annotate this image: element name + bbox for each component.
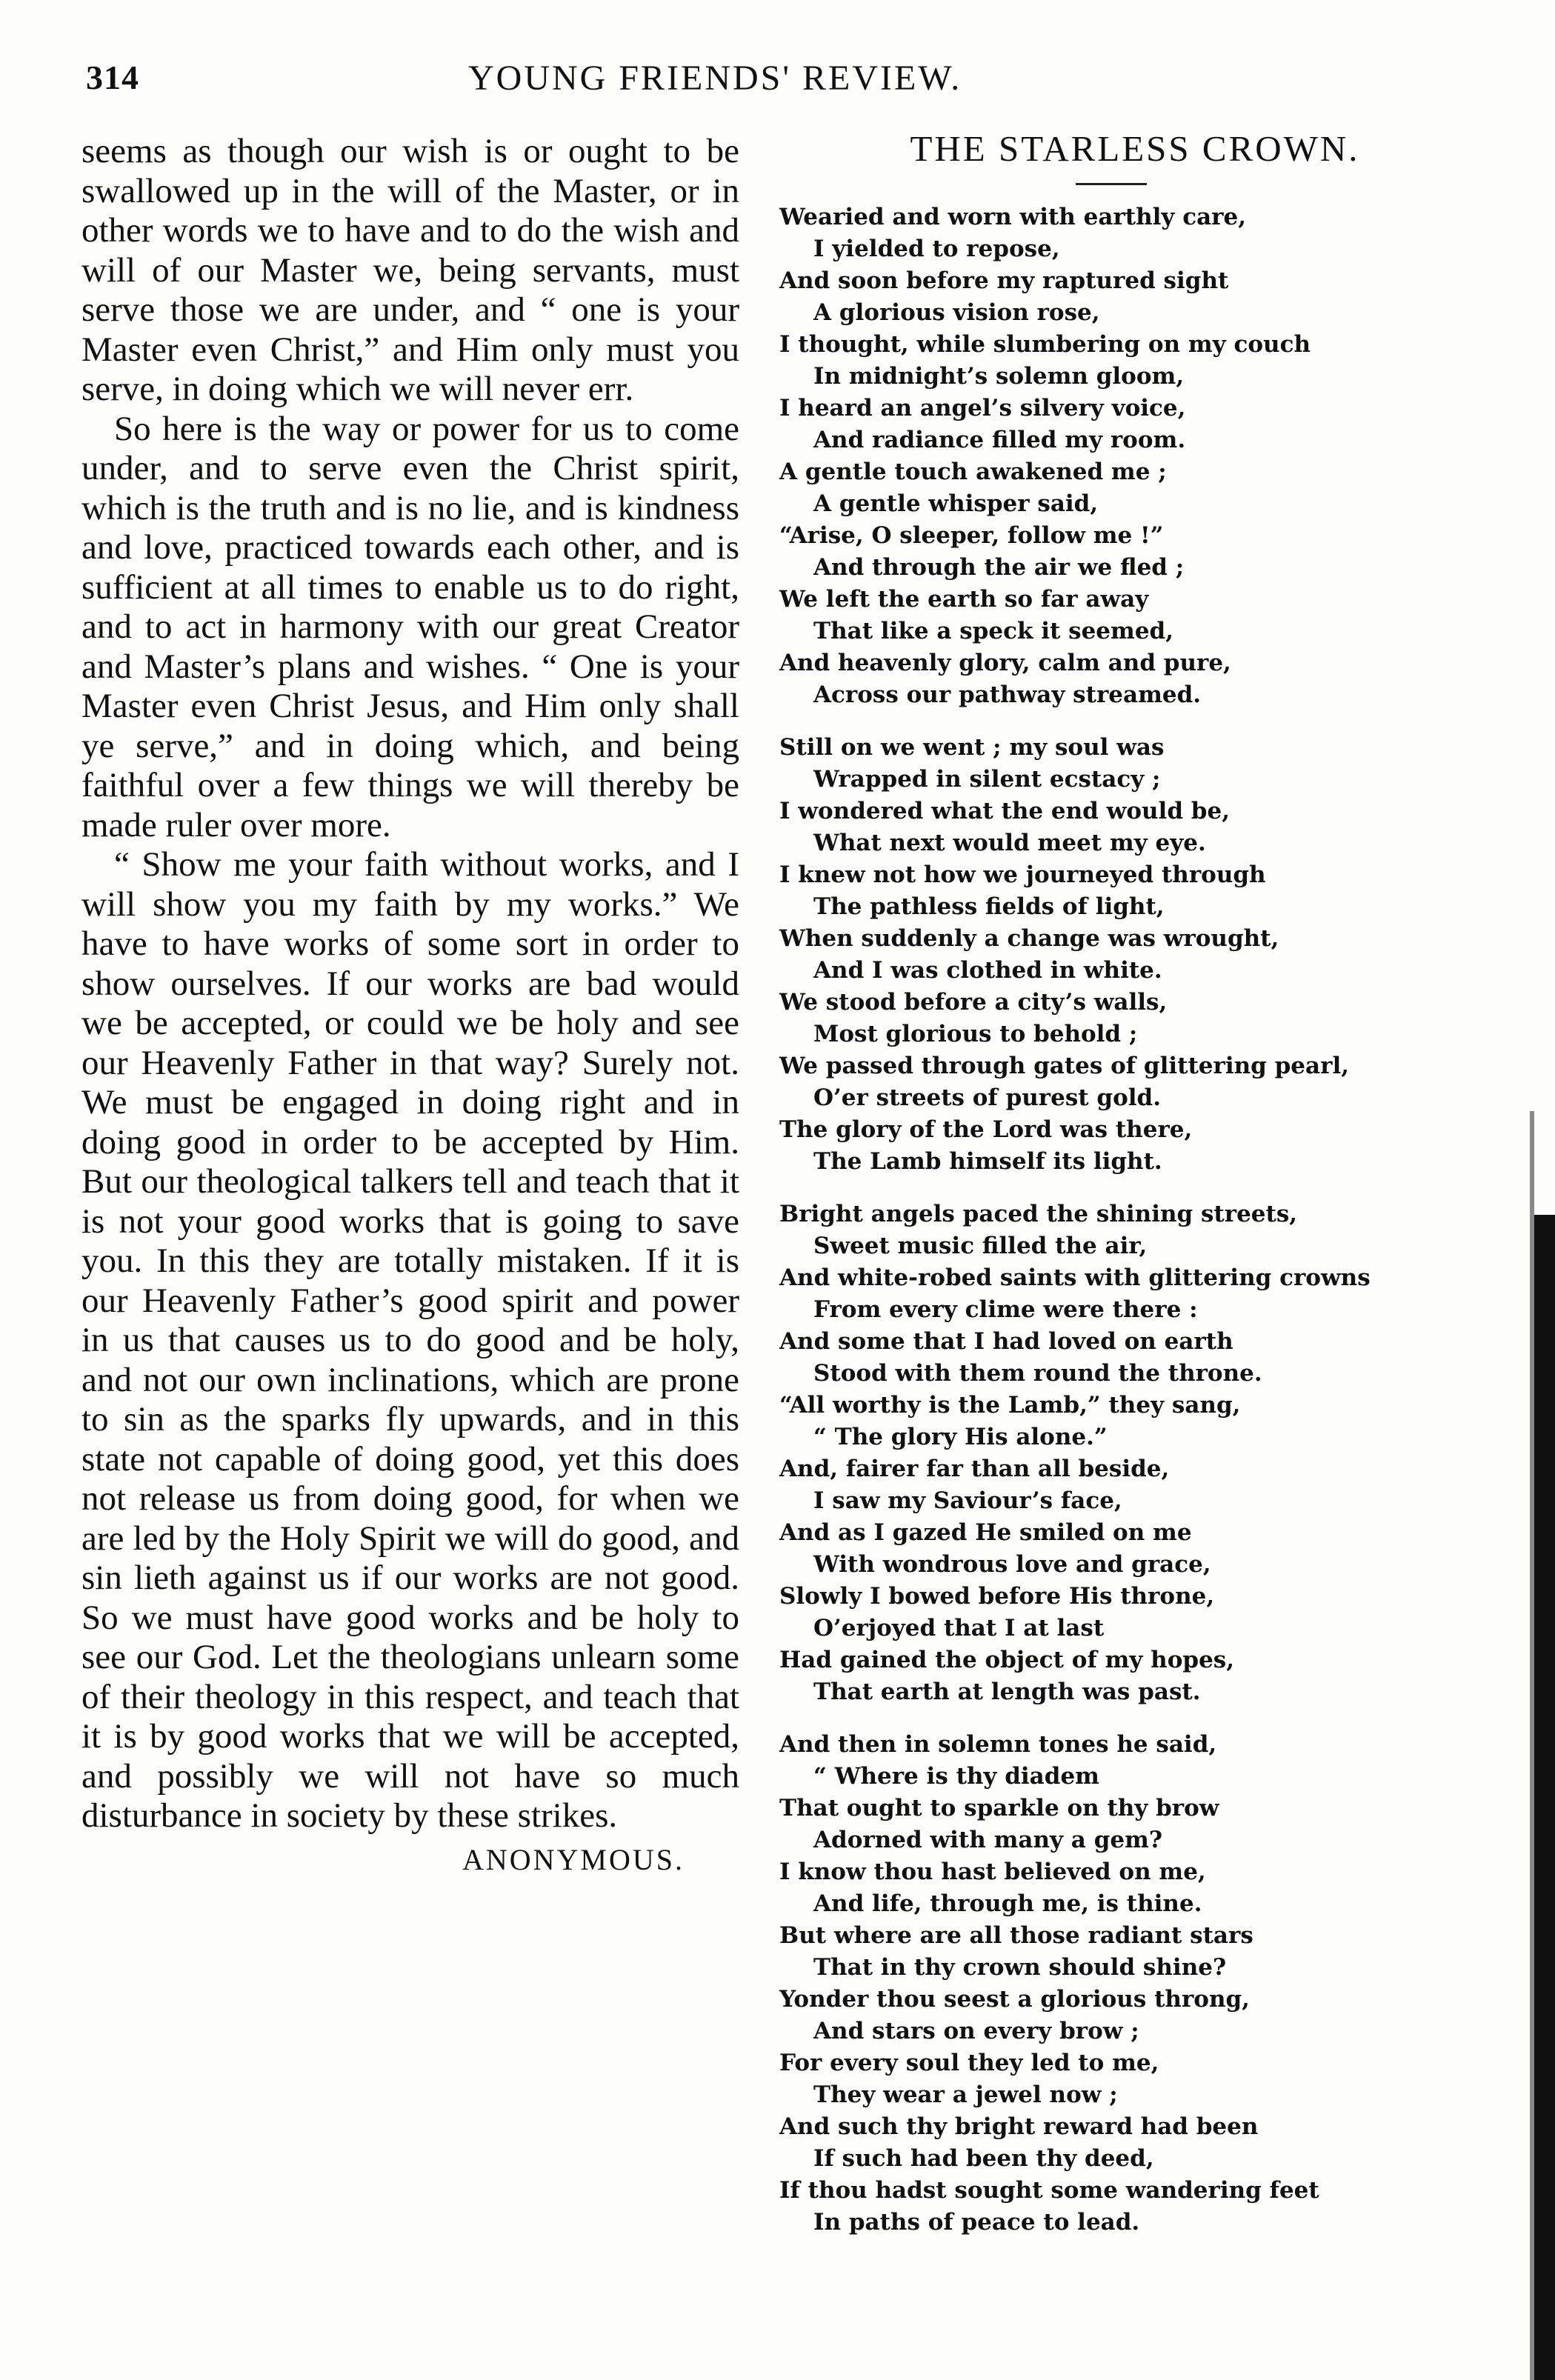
poem-line: They wear a jewel now ;	[813, 2081, 1118, 2108]
poem-line: Slowly I bowed before His throne,	[779, 1583, 1215, 1610]
poem-line: In paths of peace to lead.	[813, 2209, 1140, 2236]
poem-line: A gentle whisper said,	[813, 490, 1099, 517]
poem-line: Most glorious to behold ;	[813, 1021, 1138, 1047]
poem-line: And as I gazed He smiled on me	[779, 1519, 1192, 1546]
poem-line: And soon before my raptured sight	[779, 267, 1229, 294]
poem-line: And stars on every brow ;	[813, 2018, 1139, 2044]
poem-line: We passed through gates of glittering pearl,	[779, 1053, 1350, 1079]
poem-line: And life, through me, is thine.	[813, 1890, 1202, 1917]
binding-shadow	[1534, 1215, 1555, 2380]
poem-body	[779, 201, 1468, 2239]
poem-line: If such had been thy deed,	[813, 2145, 1154, 2172]
poem-line: O’erjoyed that I at last	[813, 1615, 1105, 1641]
article-paragraph: So here is the way or power for us to come under, and to serve even the Christ spirit, which is the truth and is no lie, and is kindness and love, practiced towards each other, and is sufficient at all times to enable us to do right, and to act in harmony with our great Creator and Master’s plans and wishes. “ One is your Master even Christ Jesus, and Him only shall ye serve,” and in doing which, and being faithful over a few things we will thereby be made ruler over more.	[81, 409, 739, 844]
poem-line: I thought, while slumbering on my couch	[779, 331, 1311, 358]
poem-line: If thou hadst sought some wandering feet	[779, 2177, 1319, 2204]
poem-line: From every clime were there :	[813, 1296, 1198, 1323]
article-signature: ANONYMOUS.	[462, 1842, 685, 1876]
poem-line: I saw my Saviour’s face,	[813, 1487, 1122, 1514]
poem-line: Adorned with many a gem?	[813, 1827, 1163, 1853]
page-number: 314	[86, 59, 139, 96]
poem-line: And such thy bright reward had been	[779, 2113, 1259, 2140]
poem-line: A glorious vision rose,	[813, 299, 1100, 326]
poem-line: That earth at length was past.	[813, 1679, 1201, 1705]
poem-line: “Arise, O sleeper, follow me !”	[779, 522, 1164, 549]
poem-column	[779, 127, 1468, 2259]
poem-line: Had gained the object of my hopes,	[779, 1647, 1235, 1673]
poem-line: O’er streets of purest gold.	[813, 1084, 1161, 1111]
poem-line: Wearied and worn with earthly care,	[779, 204, 1247, 230]
poem-line: Sweet music filled the air,	[813, 1233, 1148, 1259]
poem-line: Still on we went ; my soul was	[779, 734, 1165, 761]
poem-line: The Lamb himself its light.	[813, 1148, 1162, 1175]
poem-line: A gentle touch awakened me ;	[779, 459, 1167, 485]
poem-line: Across our pathway streamed.	[813, 681, 1202, 708]
poem-line: And then in solemn tones he said,	[779, 1731, 1217, 1758]
poem-line: Wrapped in silent ecstacy ;	[813, 766, 1161, 793]
poem-line: We stood before a city’s walls,	[779, 989, 1168, 1016]
poem-line: And I was clothed in white.	[813, 957, 1162, 984]
poem-line: The pathless fields of light,	[813, 893, 1165, 920]
poem-line: The glory of the Lord was there,	[779, 1116, 1193, 1143]
article-column	[81, 132, 739, 1877]
poem-line: And some that I had loved on earth	[779, 1328, 1233, 1355]
poem-line: I heard an angel’s silvery voice,	[779, 395, 1186, 421]
poem-line: “All worthy is the Lamb,” they sang,	[779, 1392, 1241, 1419]
poem-line: I know thou hast believed on me,	[779, 1859, 1206, 1885]
poem-line: In midnight’s solemn gloom,	[813, 363, 1185, 390]
poem-line: And white-robed saints with glittering crowns	[779, 1264, 1371, 1291]
poem-line: And heavenly glory, calm and pure,	[779, 650, 1231, 676]
poem-line: When suddenly a change was wrought,	[779, 925, 1279, 952]
running-header	[0, 58, 1555, 110]
article-paragraph: seems as though our wish is or ought to be swallowed up in the will of the Master, or in other words we to have and to do the wish and will of our Master we, being servants, must serve those we are under, and “ one is your Master even Christ,” and Him only must you serve, in doing which we will never err.	[81, 132, 739, 408]
poem-line: With wondrous love and grace,	[813, 1551, 1211, 1578]
poem-line: That like a speck it seemed,	[813, 618, 1174, 644]
article-paragraph: “ Show me your faith without works, and I will show you my faith by my works.” We have to have works of some sort in order to show ourselves. If our works are bad would we be accepted, or could we be holy and see our Heavenly Father in that way? Surely not. We must be engaged in doing right and in doing good in order to be accepted by Him. But our theological talkers tell and teach that it is not your good works that is going to save you. In this they are totally mistaken. If it is our Heavenly Father’s good spirit and power in us that causes us to do good and be holy, and not our own inclinations, which are prone to sin as the sparks fly upwards, and in this state not capable of doing good, yet this does not release us from doing good, for when we are led by the Holy Spirit we will do good, and sin lieth against us if our works are not good. So we must have good works and be holy to see our God. Let the theologians unlearn some of their theology in this respect, and teach that it is by good works that we will be accepted, and possibly we will not have so much disturbance in society by these strikes.	[81, 845, 739, 1835]
poem-line: What next would meet my eye.	[813, 830, 1206, 856]
poem-line: Stood with them round the throne.	[813, 1360, 1262, 1387]
poem-line: And, fairer far than all beside,	[779, 1456, 1170, 1482]
poem-line: And through the air we fled ;	[813, 554, 1185, 581]
poem-line: “ The glory His alone.”	[813, 1424, 1108, 1450]
poem-line: I wondered what the end would be,	[779, 798, 1230, 824]
poem-line: I yielded to repose,	[813, 236, 1060, 262]
poem-stanza	[779, 1199, 1468, 1708]
poem-stanza	[779, 1729, 1468, 2239]
title-divider	[1076, 183, 1147, 185]
poem-stanza	[779, 732, 1468, 1178]
poem-line: I knew not how we journeyed through	[779, 861, 1266, 888]
poem-line: But where are all those radiant stars	[779, 1922, 1253, 1949]
poem-line: And radiance filled my room.	[813, 427, 1186, 453]
poem-stanza	[779, 201, 1468, 711]
poem-line: Yonder thou seest a glorious throng,	[779, 1986, 1250, 2013]
poem-line: “ Where is thy diadem	[813, 1763, 1099, 1790]
poem-title: THE STARLESS CROWN.	[910, 128, 1360, 169]
poem-line: That in thy crown should shine?	[813, 1954, 1227, 1981]
poem-line: Bright angels paced the shining streets,	[779, 1201, 1298, 1227]
poem-line: For every soul they led to me,	[779, 2050, 1159, 2076]
poem-line: That ought to sparkle on thy brow	[779, 1795, 1219, 1821]
journal-title: YOUNG FRIENDS' REVIEW.	[468, 59, 962, 98]
poem-line: We left the earth so far away	[779, 586, 1149, 613]
